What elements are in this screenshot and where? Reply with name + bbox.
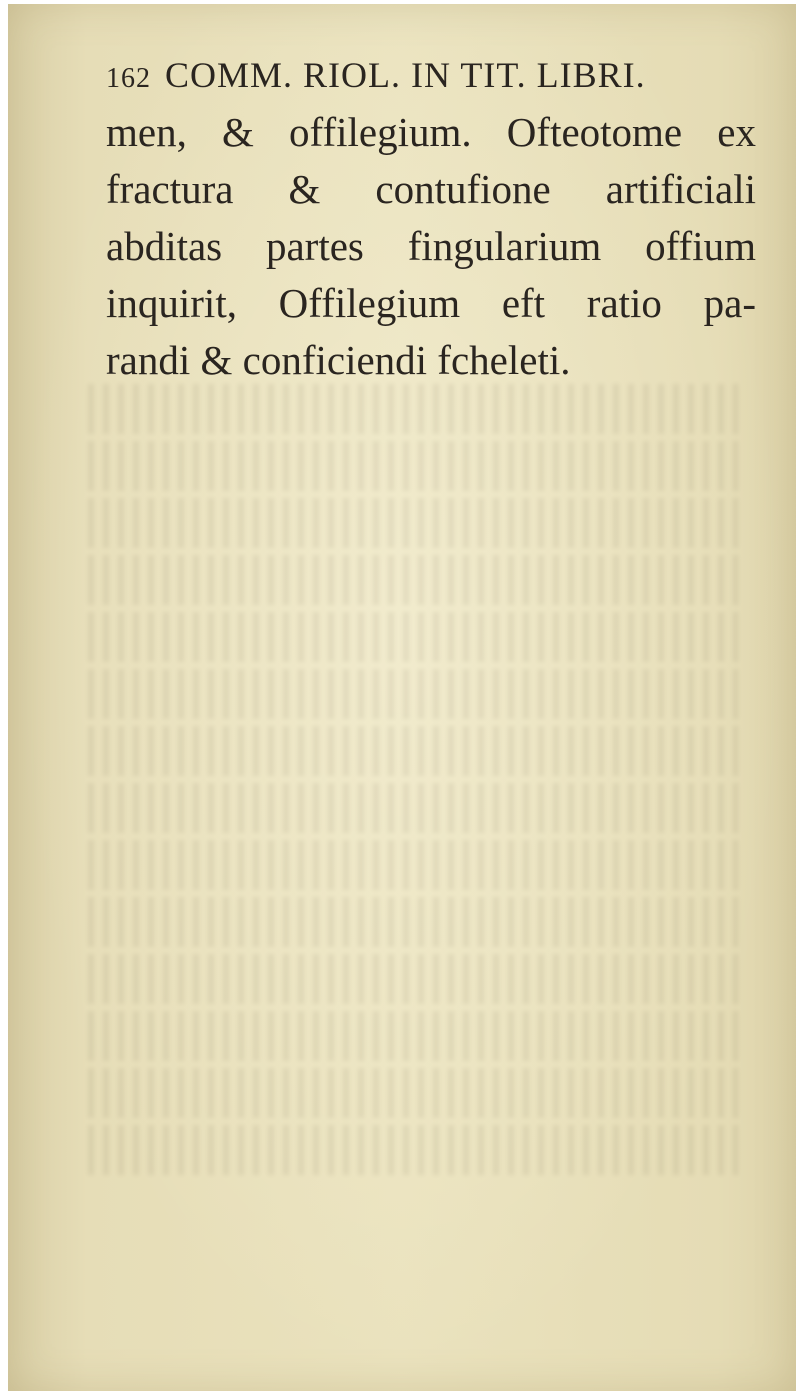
text-line: inquirit, Offilegium eft ratio pa- [106,280,756,326]
running-title: COMM. RIOL. IN TIT. LIBRI. [165,55,646,95]
running-head [106,46,756,104]
text-line: fractura & contufione artificiali [106,166,756,212]
bleed-through-texture [88,384,738,1204]
text-line: men, & offilegium. Ofteotome ex [106,109,756,155]
book-page [8,4,796,1391]
page-number: 162 [106,63,151,94]
text-line: abditas partes fingularium offium [106,223,756,269]
page-text-block [106,46,756,389]
text-line-last: randi & conficiendi fcheleti. [106,337,571,383]
